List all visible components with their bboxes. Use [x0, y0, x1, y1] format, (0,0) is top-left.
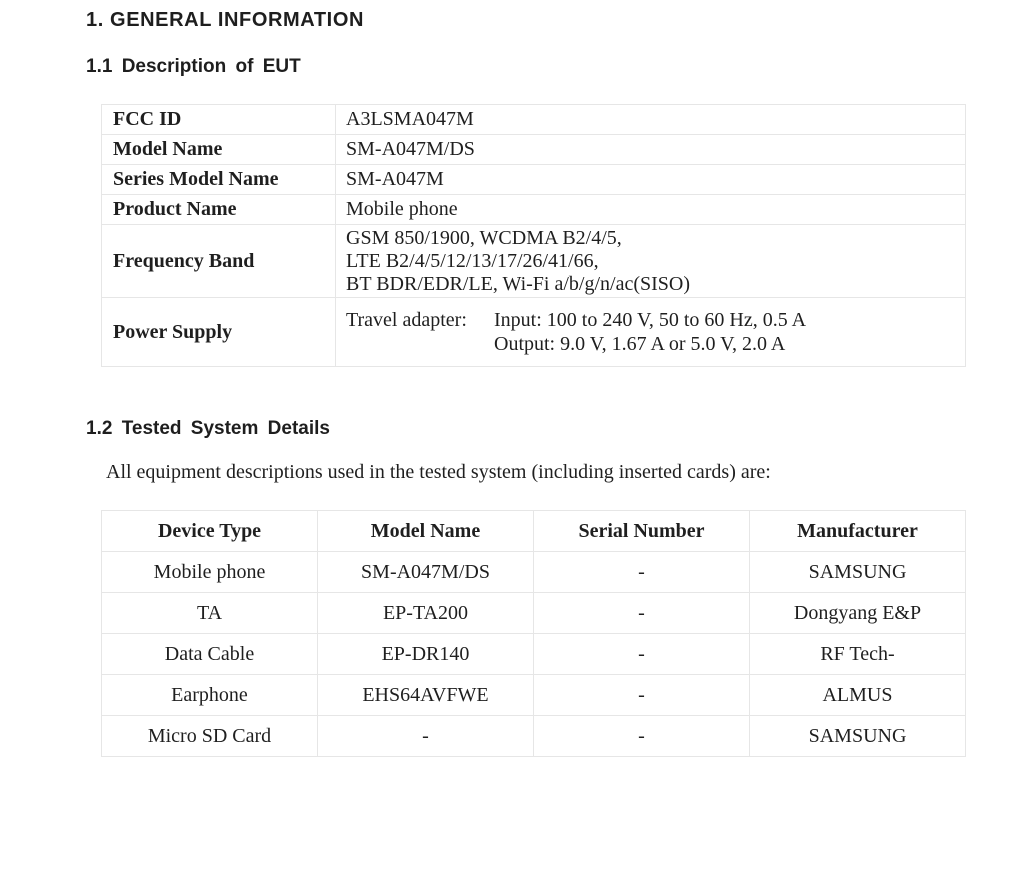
model-name-label: Model Name [102, 135, 336, 165]
table-row [102, 675, 966, 716]
table-row [102, 298, 966, 367]
table-row [102, 716, 966, 757]
table-cell: Mobile phone [102, 552, 318, 593]
table-row [102, 165, 966, 195]
section-title: 1. GENERAL INFORMATION [86, 9, 365, 31]
travel-adapter-label: Travel adapter: [346, 309, 467, 331]
fcc-id-value: A3LSMA047M [336, 105, 966, 135]
table-cell: Micro SD Card [102, 716, 318, 757]
tested-system-table [101, 510, 966, 757]
table-cell: RF Tech- [750, 634, 966, 675]
subsection-title-eut: 1.1 Description of EUT [86, 56, 301, 77]
table-cell: SAMSUNG [750, 716, 966, 757]
table-row [102, 593, 966, 634]
table-cell: - [534, 716, 750, 757]
frequency-band-line: LTE B2/4/5/12/13/17/26/41/66, [346, 249, 599, 272]
table-cell: - [534, 634, 750, 675]
table-cell: - [318, 716, 534, 757]
table-row [102, 634, 966, 675]
table-row [102, 105, 966, 135]
model-name-value: SM-A047M/DS [336, 135, 966, 165]
table-cell: Earphone [102, 675, 318, 716]
eut-description-table [101, 104, 966, 367]
column-header: Device Type [102, 511, 318, 552]
tested-system-intro: All equipment descriptions used in the tested system (including inserted cards) are: [106, 461, 771, 483]
frequency-band-label: Frequency Band [102, 225, 336, 298]
table-row [102, 195, 966, 225]
table-cell: EHS64AVFWE [318, 675, 534, 716]
table-row [102, 552, 966, 593]
frequency-band-line: GSM 850/1900, WCDMA B2/4/5, [346, 226, 622, 249]
table-cell: Dongyang E&P [750, 593, 966, 634]
table-cell: - [534, 552, 750, 593]
column-header: Serial Number [534, 511, 750, 552]
table-cell: TA [102, 593, 318, 634]
table-cell: SAMSUNG [750, 552, 966, 593]
table-cell: ALMUS [750, 675, 966, 716]
product-name-value: Mobile phone [336, 195, 966, 225]
column-header: Model Name [318, 511, 534, 552]
series-model-name-value: SM-A047M [336, 165, 966, 195]
column-header: Manufacturer [750, 511, 966, 552]
power-supply-value [336, 298, 966, 367]
power-input-line: Input: 100 to 240 V, 50 to 60 Hz, 0.5 A [494, 309, 807, 331]
fcc-id-label: FCC ID [102, 105, 336, 135]
table-cell: - [534, 675, 750, 716]
table-row [102, 135, 966, 165]
frequency-band-line: BT BDR/EDR/LE, Wi-Fi a/b/g/n/ac(SISO) [346, 272, 691, 295]
table-header-row [102, 511, 966, 552]
table-cell: EP-TA200 [318, 593, 534, 634]
table-cell: - [534, 593, 750, 634]
series-model-name-label: Series Model Name [102, 165, 336, 195]
frequency-band-value [336, 225, 966, 298]
power-output-line: Output: 9.0 V, 1.67 A or 5.0 V, 2.0 A [494, 333, 786, 355]
power-supply-label: Power Supply [102, 298, 336, 367]
table-cell: Data Cable [102, 634, 318, 675]
table-row [102, 225, 966, 298]
table-cell: EP-DR140 [318, 634, 534, 675]
product-name-label: Product Name [102, 195, 336, 225]
subsection-title-tested-system: 1.2 Tested System Details [86, 418, 330, 439]
table-cell: SM-A047M/DS [318, 552, 534, 593]
